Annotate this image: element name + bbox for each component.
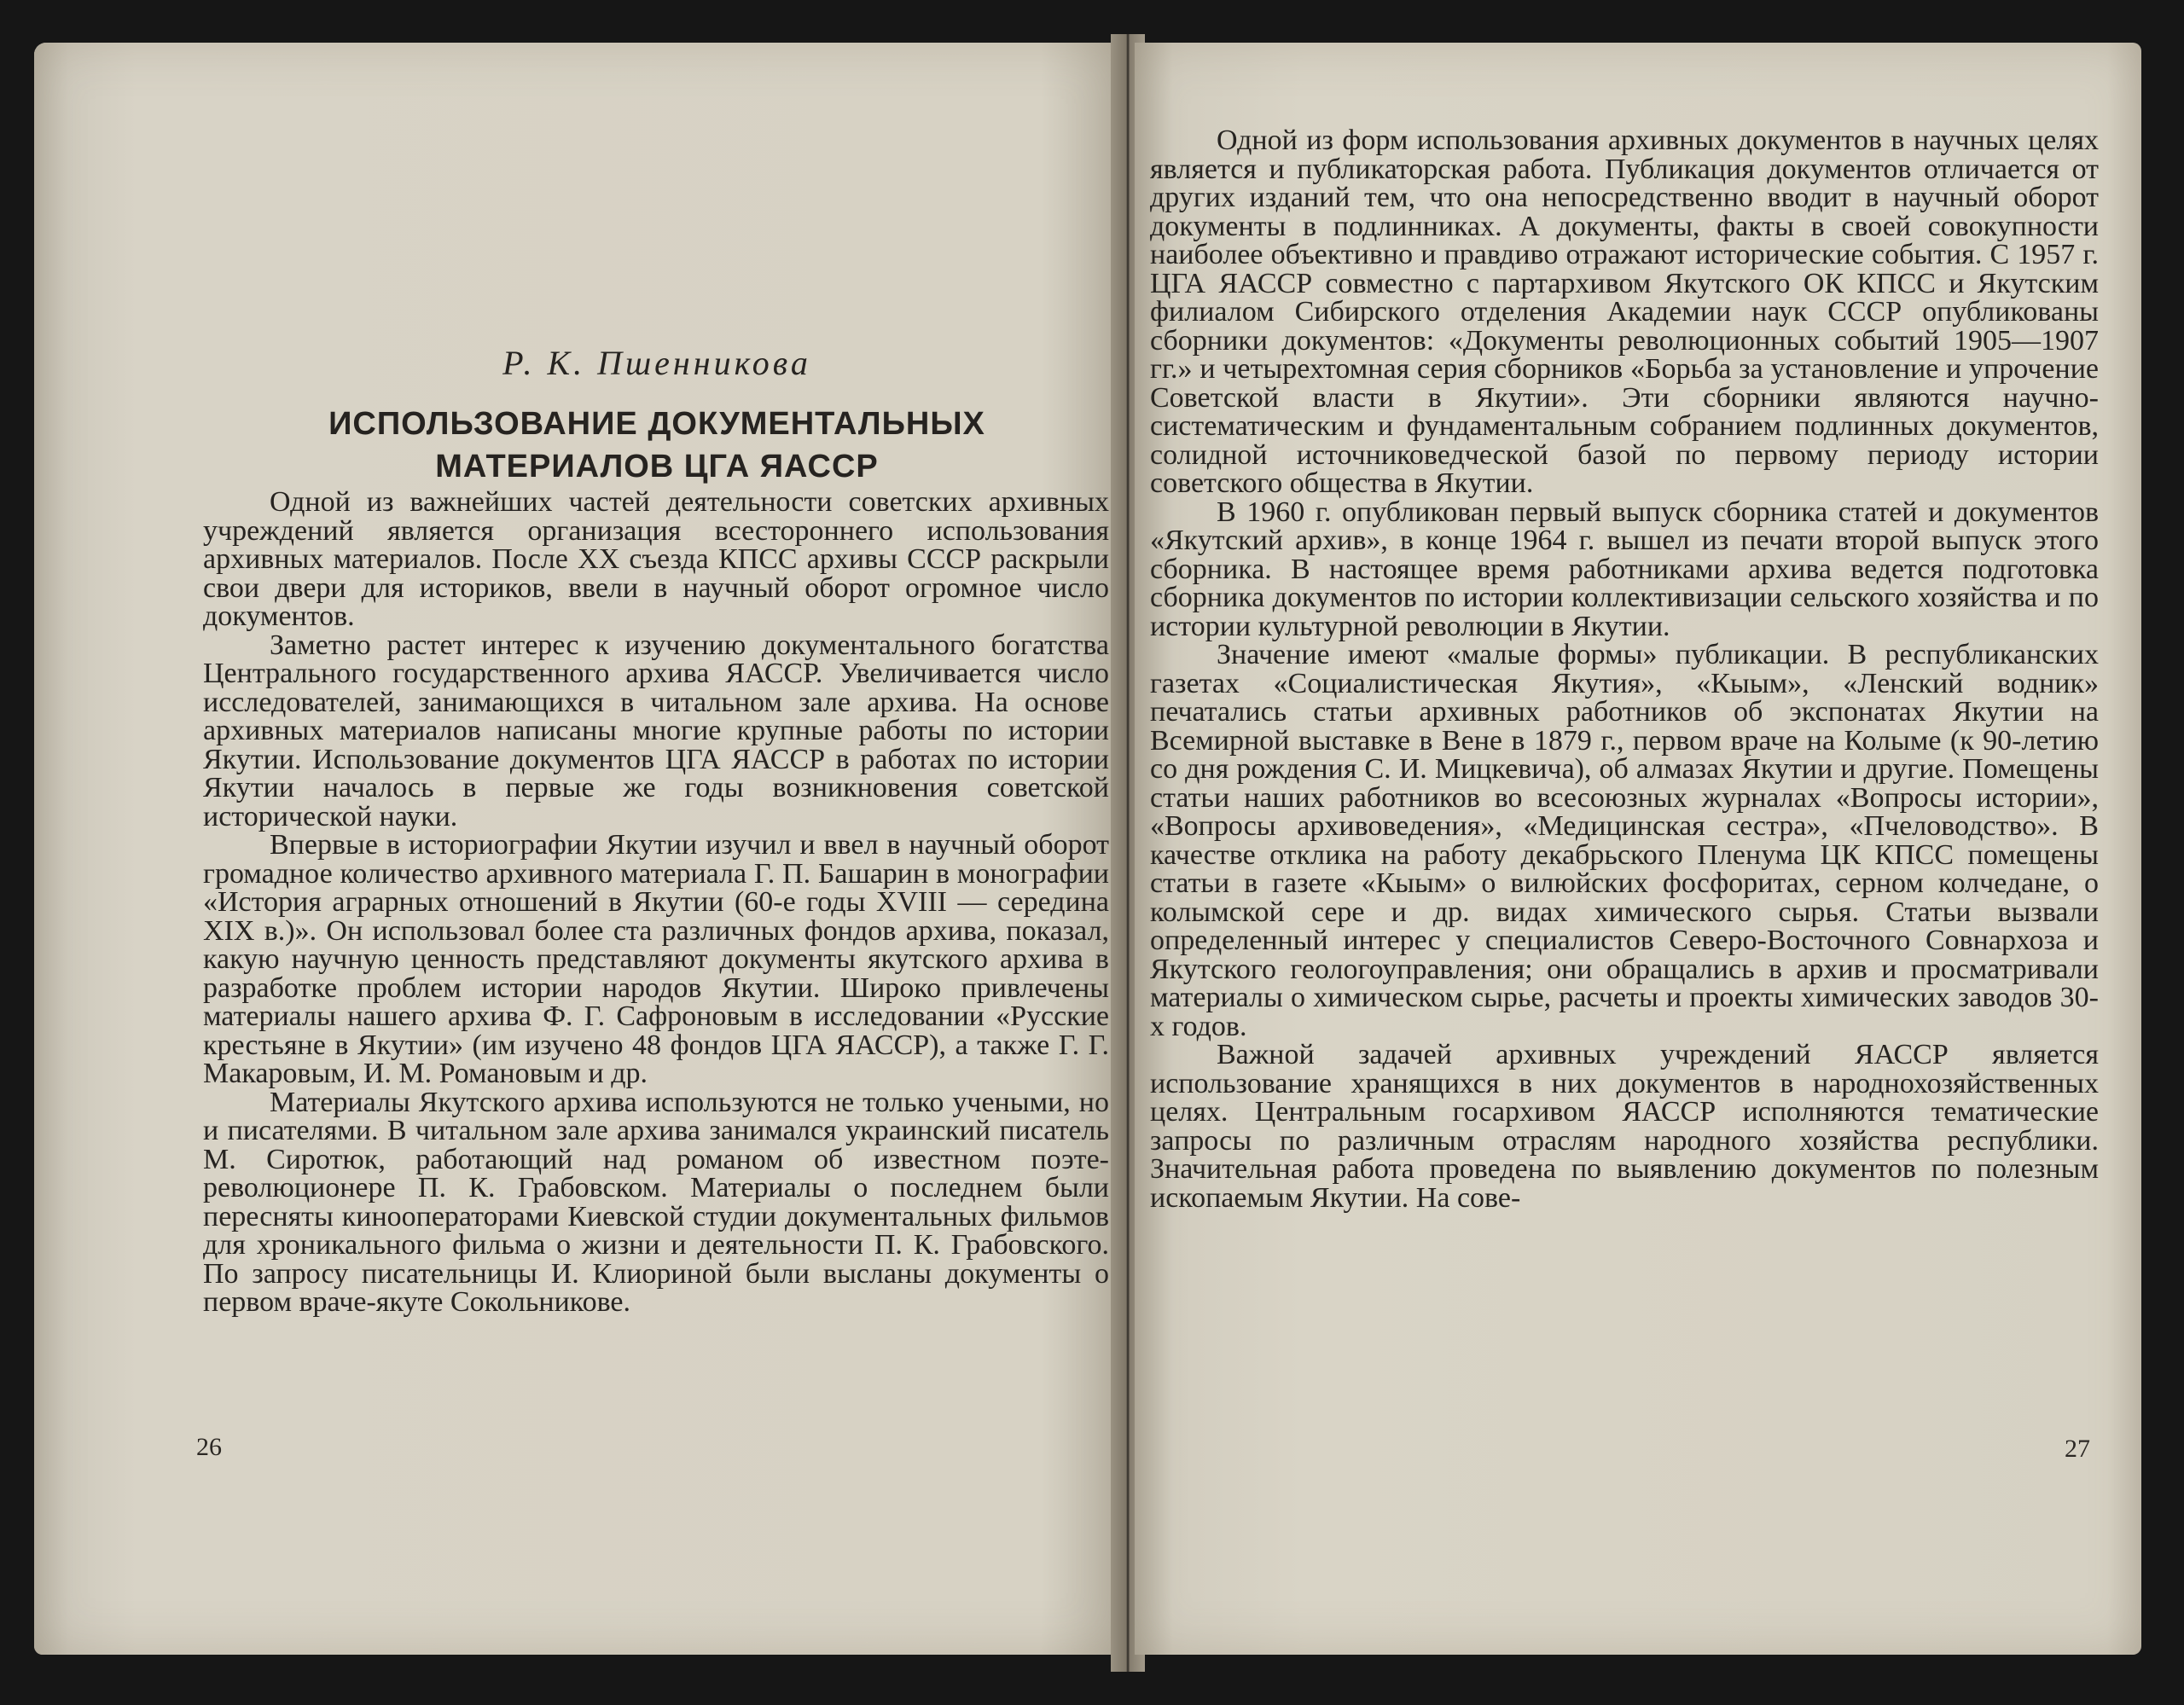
- paragraph: Впервые в историографии Якутии изучил и ввел в научный оборот громадное количество архивного материала Г. П. Башарин в монографии «История аграрных отношений в Якутии (60-е годы XVIII — середина XIX в.)». Он использовал более ста различных фондов архива, показал, какую научную ценность представляют документы якутского архива в разработке проблем истории народов Якутии. Широко привлечены материалы нашего архива Ф. Г. Сафроновым в исследовании «Русские крестьяне в Якутии» (им изучено 48 фондов ЦГА ЯАССР), а также Г. Г. Макаровым, И. М. Романовым и др.: [203, 829, 1109, 1089]
- left-page: [34, 43, 1122, 1655]
- right-page-body: [1150, 126, 2099, 1212]
- page-number-right: 27: [2065, 1435, 2090, 1463]
- paragraph: Заметно растет интерес к изучению документального богатства Центрального государственного архива ЯАССР. Увеличивается число исследователей, занимающихся в читальном зале архива. На основе архивных материалов написаны многие крупные работы по истории Якутии. Использование документов ЦГА ЯАССР в работах по истории Якутии началось в первые же годы возникновения советской исторической науки.: [203, 629, 1109, 832]
- paragraph: Значение имеют «малые формы» публикации. В республиканских газетах «Социалистическая Якутия», «Кыым», «Ленский водник» печатались статьи архивных работников об экспонатах Якутии на Всемирной выставке в Вене в 1879 г., первом враче на Колыме (к 90-летию со дня рождения С. И. Мицкевича), об алмазах Якутии и другие. Помещены статьи наших работников во всесоюзных журналах «Вопросы истории», «Вопросы архивоведения», «Медицинская сестра», «Пчеловодство». В качестве отклика на работу декабрьского Пленума ЦК КПСС помещены статьи в газете «Кыым» о вилюйских фосфоритах, серном колчедане, о колымской сере и др. видах химического сырья. Статьи вызвали определенный интерес у специалистов Северо-Восточного Совнархоза и Якутского геологоуправления; они обращались в архив и просматривали материалы о химическом сырье, расчеты и проекты химических заводов 30-х годов.: [1150, 639, 2099, 1042]
- paragraph: Важной задачей архивных учреждений ЯАССР является использование хранящихся в них документов в народнохозяйственных целях. Центральным госархивом ЯАССР исполняются тематические запросы по различным отраслям народного хозяйства республики. Значительная работа проведена по выявлению документов по полезным ископаемым Якутии. На сове-: [1150, 1039, 2099, 1214]
- right-page: [1135, 43, 2141, 1655]
- left-page-body: [203, 488, 1109, 1317]
- article-title-line-1: ИСПОЛЬЗОВАНИЕ ДОКУМЕНТАЛЬНЫХ: [328, 406, 985, 442]
- article-author: Р. К. Пшенникова: [502, 344, 811, 382]
- page-number-left: 26: [196, 1433, 222, 1461]
- article-title: [316, 403, 998, 488]
- paragraph: Одной из важнейших частей деятельности советских архивных учреждений является организация всестороннего использования архивных материалов. После XX съезда КПСС архивы СССР раскрыли свои двери для историков, ввели в научный оборот огромное число документов.: [203, 486, 1109, 632]
- open-book: [34, 34, 2150, 1672]
- paragraph: Материалы Якутского архива используются не только учеными, но и писателями. В читальном зале архива занимался украинский писатель М. Сиротюк, работающий над романом об известном поэте-революционере П. К. Грабовском. Материалы о последнем были пересняты кинооператорами Киевской студии документальных фильмов для хроникального фильма о жизни и деятельности П. К. Грабовского. По запросу писательницы И. Клиориной были высланы документы о первом враче-якуте Сокольникове.: [203, 1086, 1109, 1318]
- article-title-line-2: МАТЕРИАЛОВ ЦГА ЯАССР: [435, 449, 879, 484]
- paragraph: Одной из форм использования архивных документов в научных целях является и публикаторская работа. Публикация документов отличается от других изданий тем, что она непосредственно вводит в научный оборот документы в подлинниках. А документы, факты в своей совокупности наиболее объективно и правдиво отражают исторические события. С 1957 г. ЦГА ЯАССР совместно с партархивом Якутского ОК КПСС и Якутским филиалом Сибирского отделения Академии наук СССР опубликованы сборники документов: «Документы революционных событий 1905—1907 гг.» и четырехтомная серия сборников «Борьба за установление и упрочение Советской власти в Якутии». Эти сборники являются научно-систематическим и фундаментальным собранием подлинных документов, солидной источниковедческой базой по первому периоду истории советского общества в Якутии.: [1150, 125, 2099, 499]
- paragraph: В 1960 г. опубликован первый выпуск сборника статей и документов «Якутский архив», в конце 1964 г. вышел из печати второй выпуск этого сборника. В настоящее время работниками архива ведется подготовка сборника документов по истории коллективизации сельского хозяйства и по истории культурной революции в Якутии.: [1150, 496, 2099, 642]
